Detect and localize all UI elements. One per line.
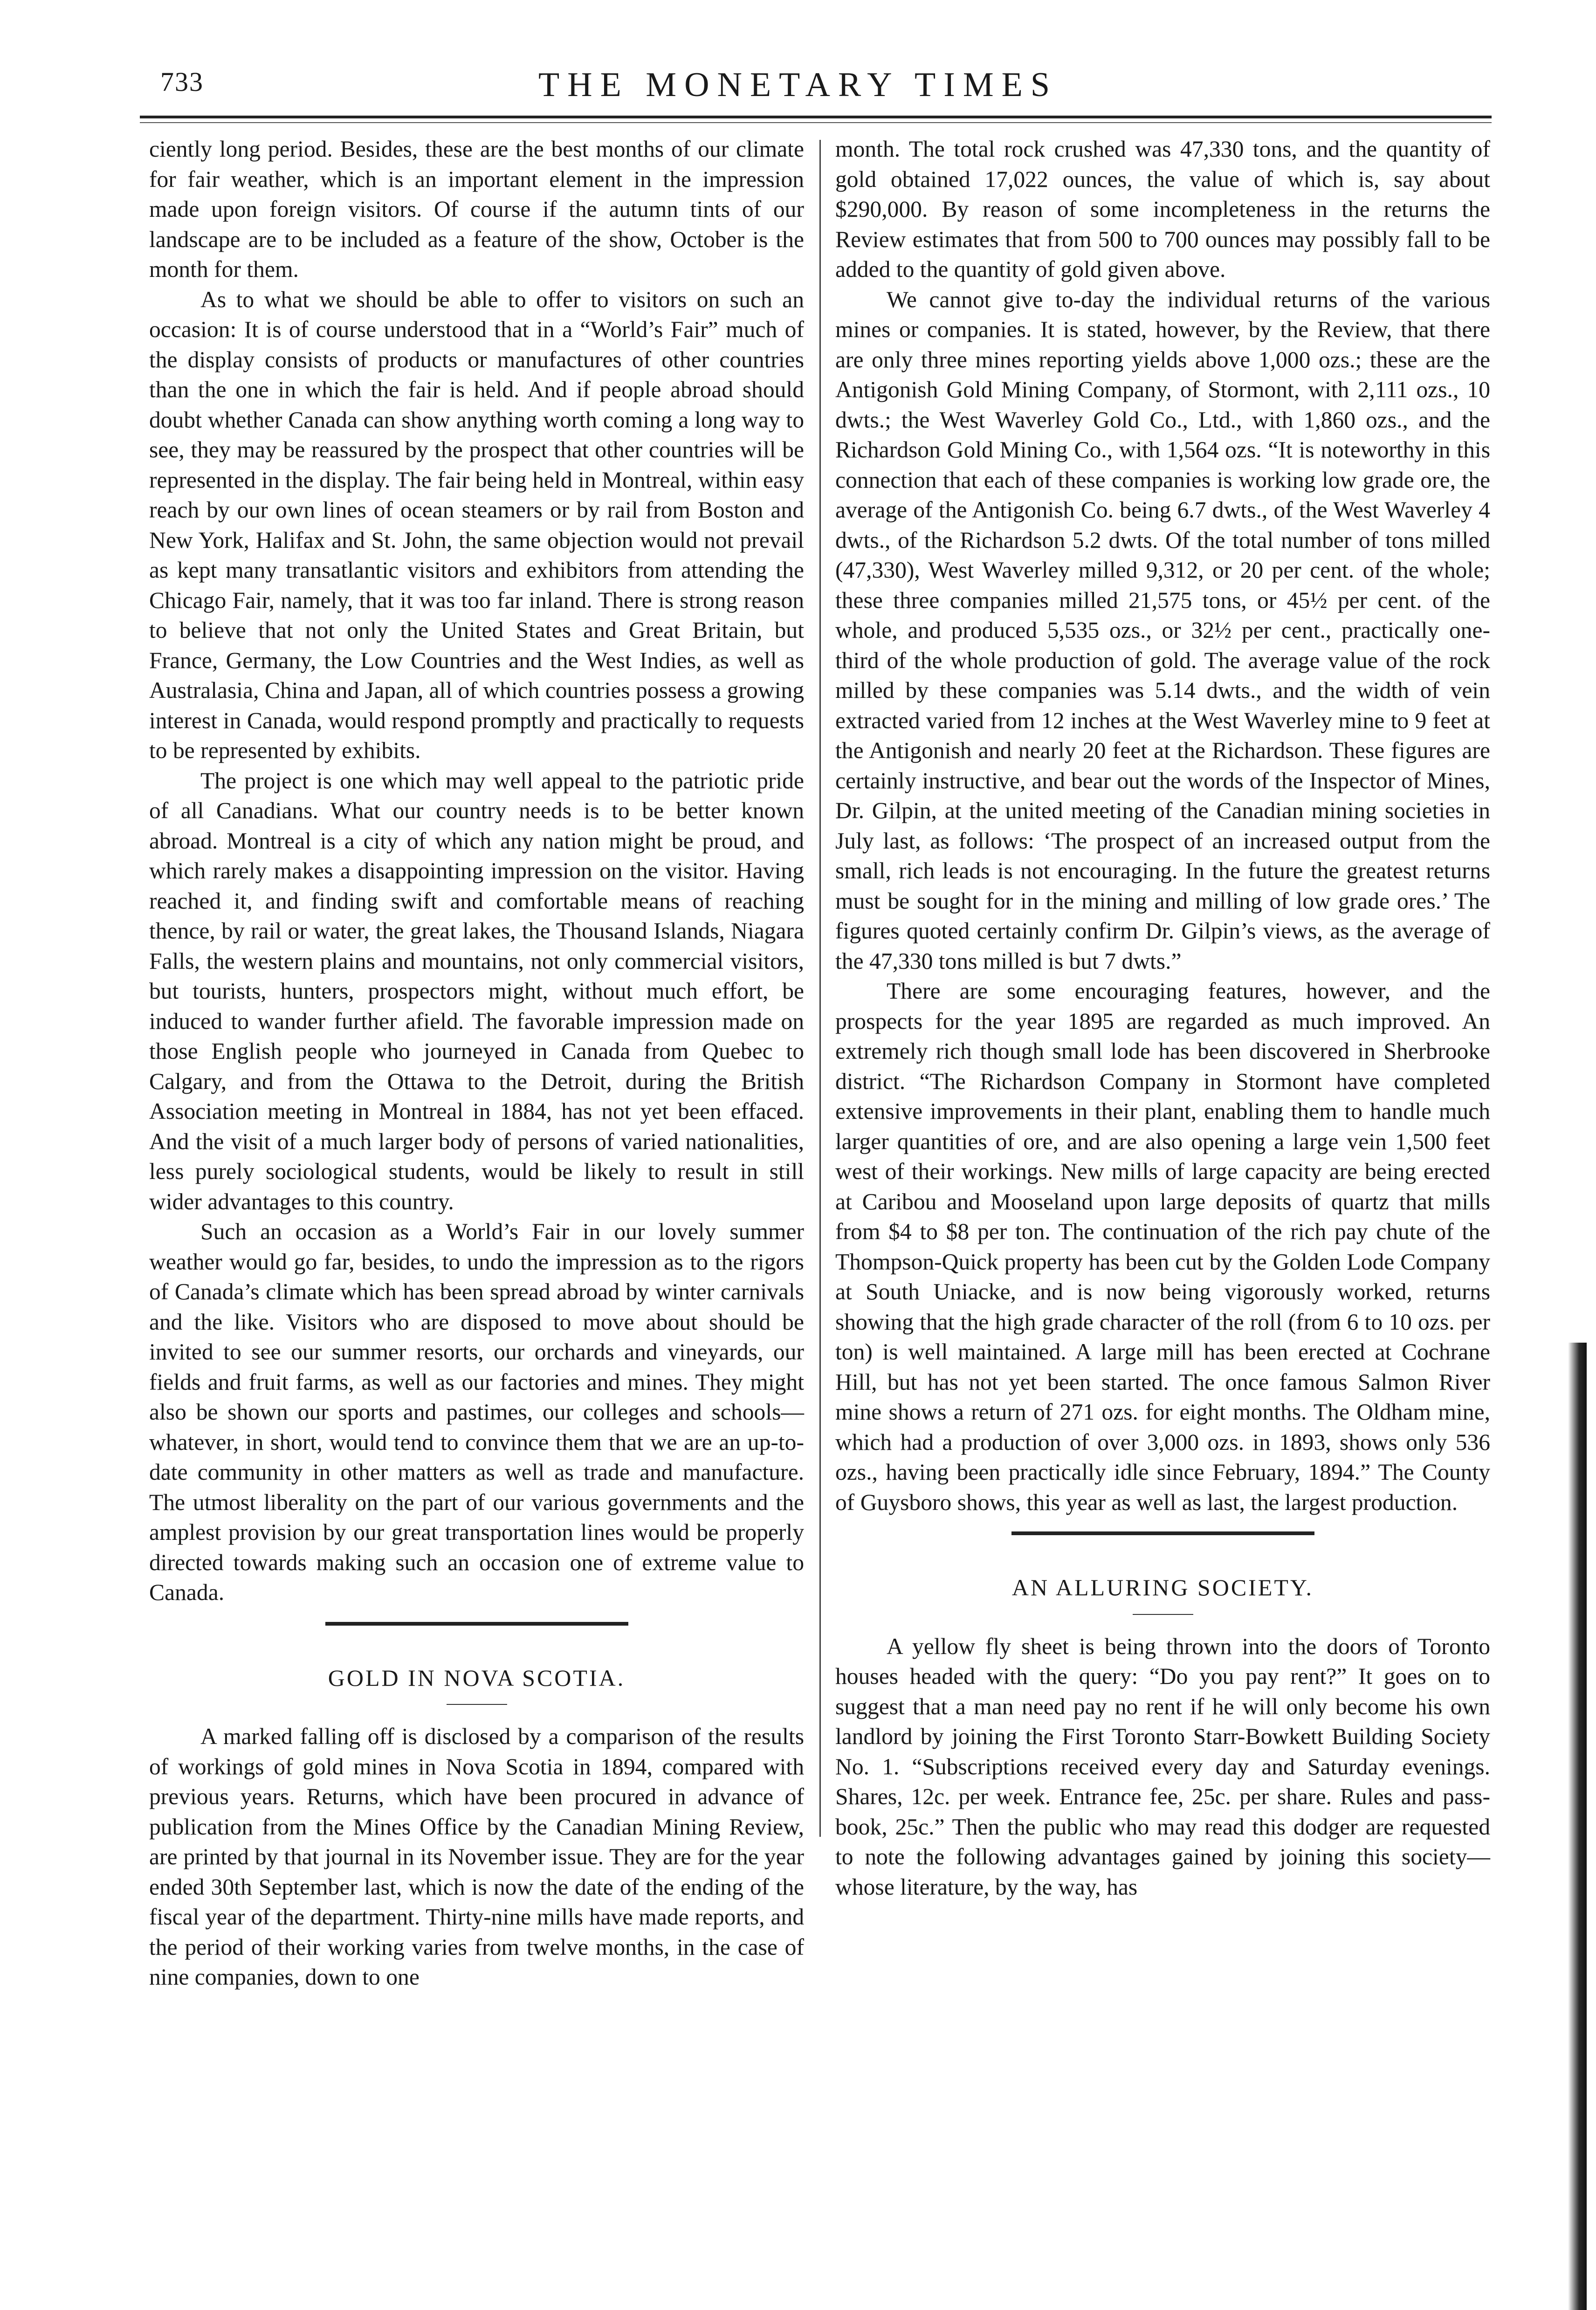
title-underline [1133,1614,1193,1615]
column-divider [819,140,821,1837]
section-title-gold-nova-scotia: GOLD IN NOVA SCOTIA. [328,1664,626,1691]
masthead-title: THE MONETARY TIMES [538,66,1058,104]
masthead-rule [140,116,1492,123]
article-paragraph: There are some encouraging features, however, and the prospects for the year 1895 are regarded as much improved. An extremely rich though small lode has been discovered in Sherbrooke district. “The Richardson Company in Stormont have completed extensive improvements in their plant, enabling them to handle much larger quantities of ore, and are also opening a large vein 1,500 feet west of their workings. New mills of large capacity are being erected at Caribou and Mooseland upon large deposits of quartz that mills from $4 to $8 per ton. The continuation of the rich pay chute of the Thompson-Quick property has been cut by the Golden Lode Company at South Uniacke, and is now being vigorously worked, returns showing that the high grade character of the roll (from 6 to 10 ozs. per ton) is well maintained. A large mill has been erected at Cochrane Hill, but has not yet been started. The once famous Salmon River mine shows a return of 271 ozs. for eight months. The Oldham mine, which had a production of over 3,000 ozs. in 1893, shows only 536 ozs., having been practically idle since February, 1894.” The County of Guysboro shows, this year as well as last, the largest production. [835,978,1490,1515]
section-title-alluring-society: AN ALLURING SOCIETY. [1011,1574,1314,1600]
article-paragraph: As to what we should be able to offer to visitors on such an occasion: It is of course understood that in a “World’s Fair” much of the display consists of products or manufactures of other countries than the one in which the fair is held. And if people abroad should doubt whether Canada can show anything worth coming a long way to see, they may be reassured by the prospect that other countries will be represented in the display. The fair being held in Montreal, within easy reach by our own lines of ocean steamers or by rail from Boston and New York, Halifax and St. John, the same objection would not prevail as kept many transatlantic visitors and exhibitors from attending the Chicago Fair, namely, that it was too far inland. There is strong reason to believe that not only the United States and Great Britain, but France, Germany, the Low Countries and the West Indies, as well as Australasia, China and Japan, all of which countries possess a growing interest in Canada, would respond promptly and practically to requests to be represented by exhibits. [149,286,804,763]
article-paragraph: month. The total rock crushed was 47,330 tons, and the quantity of gold obtained 17,022 ounces, the value of which is, say about $290,000. By reason of some incompleteness in the returns the Review estimates that from 500 to 700 ounces may possibly fall to be added to the quantity of gold given above. [835,136,1490,282]
page-edge-binding [1568,1343,1587,2310]
right-column [835,134,1490,1902]
article-paragraph: A marked falling off is disclosed by a comparison of the results of workings of gold mines in Nova Scotia in 1894, compared with previous years. Returns, which have been procured in advance of publication from the Mines Office by the Canadian Mining Review, are printed by that journal in its November issue. They are for the year ended 30th September last, which is now the date of the ending of the fiscal year of the department. Thirty-nine mills have made reports, and the period of their working varies from twelve months, in the case of nine companies, down to one [149,1724,804,1990]
section-separator-rule [1011,1531,1314,1535]
article-paragraph: ciently long period. Besides, these are the best months of our climate for fair weather, which is an important element in the impression made upon foreign visitors. Of course if the autumn tints of our landscape are to be included as a feature of the show, October is the month for them. [149,136,804,282]
left-column [149,134,804,1993]
section-separator-rule [325,1622,628,1626]
page-number: 733 [160,67,204,97]
title-underline [447,1704,507,1705]
article-paragraph: The project is one which may well appeal to the patriotic pride of all Canadians. What our country needs is to be better known abroad. Montreal is a city of which any nation might be proud, and which rarely makes a disappointing impression on the visitor. Having reached it, and finding swift and comfortable means of reaching thence, by rail or water, the great lakes, the Thousand Islands, Niagara Falls, the western plains and mountains, not only commercial visitors, but tourists, hunters, prospectors might, without much effort, be induced to wander further afield. The favorable impression made on those English people who journeyed in Canada from Quebec to Calgary, and from the Ottawa to the Detroit, during the British Association meeting in Montreal in 1884, has not yet been effaced. And the visit of a much larger body of persons of varied nationalities, less purely sociological students, would be likely to result in still wider advantages to this country. [149,767,804,1214]
article-paragraph: Such an occasion as a World’s Fair in our lovely summer weather would go far, besides, to undo the impression as to the rigors of Canada’s climate which has been spread abroad by winter carnivals and the like. Visitors who are disposed to move about should be invited to see our summer resorts, our orchards and vineyards, our fields and fruit farms, as well as our factories and mines. They might also be shown our sports and pastimes, our colleges and schools—whatever, in short, would tend to convince them that we are an up-to-date community in other matters as well as trade and manufacture. The utmost liberality on the part of our various governments and the amplest provision by our great transportation lines would be properly directed towards making such an occasion one of extreme value to Canada. [149,1219,804,1605]
article-paragraph: We cannot give to-day the individual returns of the various mines or companies. It is stated, however, by the Review, that there are only three mines reporting yields above 1,000 ozs.; these are the Antigonish Gold Mining Company, of Stormont, with 2,111 ozs., 10 dwts.; the West Waverley Gold Co., Ltd., with 1,860 ozs., and the Richardson Gold Mining Co., with 1,564 ozs. “It is noteworthy in this connection that each of these companies is working low grade ore, the average of the Antigonish Co. being 6.7 dwts., of the West Waverley 4 dwts., of the Richardson 5.2 dwts. Of the total number of tons milled (47,330), West Waverley milled 9,312, or 20 per cent. of the whole; these three companies milled 21,575 tons, or 45½ per cent. of the whole, and produced 5,535 ozs., or 32½ per cent., practically one-third of the whole production of gold. The average value of the rock milled by these companies was 5.14 dwts., and the width of vein extracted varied from 12 inches at the West Waverley mine to 9 feet at the Antigonish and nearly 20 feet at the Richardson. These figures are certainly instructive, and bear out the words of the Inspector of Mines, Dr. Gilpin, at the united meeting of the Canadian mining societies in July last, as follows: ‘The prospect of an increased output from the small, rich leads is not encouraging. In the future the greatest returns must be sought for in the mining and milling of low grade ores.’ The figures quoted certainly confirm Dr. Gilpin’s views, as the average of the 47,330 tons milled is but 7 dwts.” [835,286,1490,974]
article-paragraph: A yellow fly sheet is being thrown into the doors of Toronto houses headed with the query: “Do you pay rent?” It goes on to suggest that a man need pay no rent if he will only become his own landlord by joining the First Toronto Starr-Bowkett Building Society No. 1. “Subscriptions received every day and Saturday evenings. Shares, 12c. per week. Entrance fee, 25c. per share. Rules and pass-book, 25c.” Then the public who may read this dodger are requested to note the following advantages gained by joining this society—whose literature, by the way, has [835,1633,1490,1900]
